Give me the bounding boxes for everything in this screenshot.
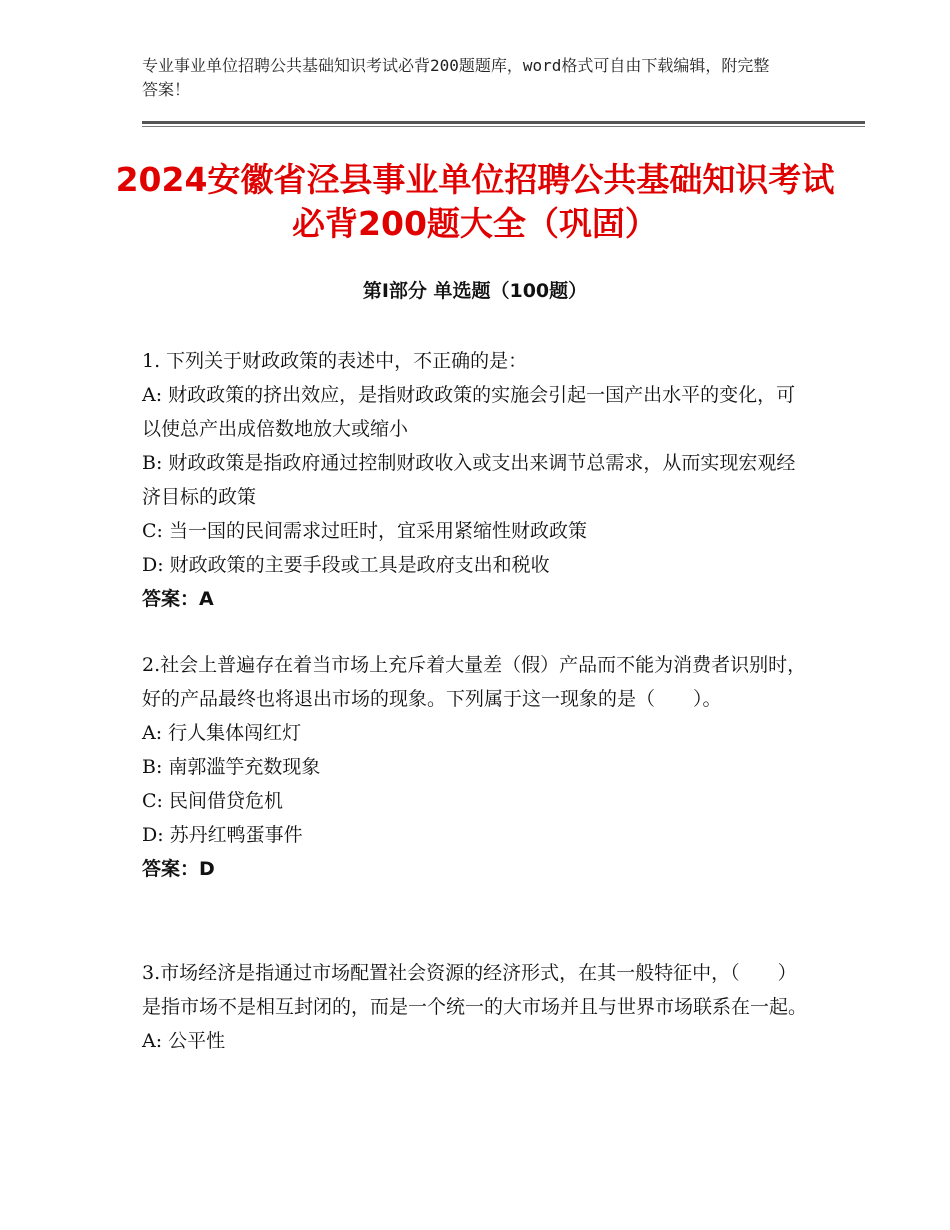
question-stem: 1. 下列关于财政政策的表述中，不正确的是：: [142, 350, 528, 372]
answer: 答案：D: [142, 858, 215, 880]
option-b: B: 南郭滥竽充数现象: [142, 756, 321, 778]
option-d: D: 财政政策的主要手段或工具是政府支出和税收: [142, 554, 550, 576]
option-c: C: 当一国的民间需求过旺时，宜采用紧缩性财政政策: [142, 520, 587, 542]
question-stem: 2.社会上普遍存在着当市场上充斥着大量差（假）产品而不能为消费者识别时，好的产品最终也将退出市场的现象。下列属于这一现象的是（ ）。: [142, 654, 807, 710]
option-a: A: 行人集体闯红灯: [142, 722, 302, 744]
question-3: [142, 956, 807, 1058]
header-rule-thin: [142, 126, 865, 127]
option-d: D: 苏丹红鸭蛋事件: [142, 824, 303, 846]
question-1: [142, 344, 807, 616]
option-b: B: 财政政策是指政府通过控制财政收入或支出来调节总需求，从而实现宏观经济目标的政策: [142, 452, 796, 508]
header-note: 专业事业单位招聘公共基础知识考试必背200题题库，word格式可自由下载编辑，附完整答案！: [142, 56, 770, 99]
header-rule-thick: [142, 121, 865, 124]
document-title: 2024安徽省泾县事业单位招聘公共基础知识考试必背200题大全（巩固）: [115, 160, 835, 243]
answer: 答案：A: [142, 588, 214, 610]
option-a: A: 财政政策的挤出效应，是指财政政策的实施会引起一国产出水平的变化，可以使总产出成倍数地放大或缩小: [142, 384, 796, 440]
section-heading: 第Ⅰ部分 单选题（100题）: [362, 280, 588, 302]
option-c: C: 民间借贷危机: [142, 790, 283, 812]
option-a: A: 公平性: [142, 1030, 226, 1052]
question-stem: 3.市场经济是指通过市场配置社会资源的经济形式，在其一般特征中，（ ）是指市场不是相互封闭的，而是一个统一的大市场并且与世界市场联系在一起。: [142, 962, 808, 1018]
question-2: [142, 648, 807, 886]
